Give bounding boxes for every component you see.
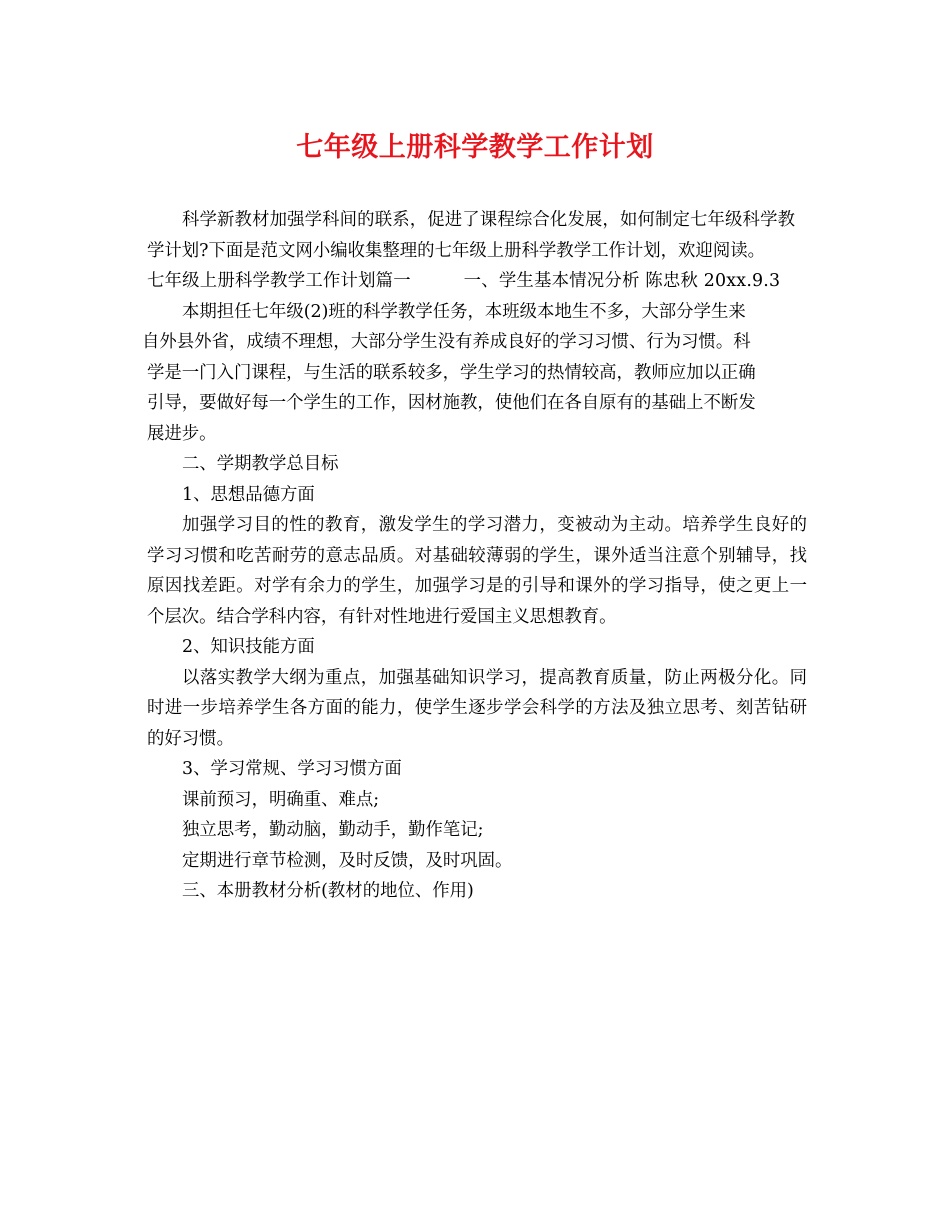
student-analysis-line: 自外县外省，成绩不理想，大部分学生没有养成良好的学习习惯、行为习惯。科 xyxy=(142,332,751,352)
student-analysis-line: 引导，要做好每一个学生的工作，因材施教，使他们在各自原有的基础上不断发 xyxy=(147,393,756,413)
student-analysis-line: 学是一门入门课程，与生活的联系较多，学生学习的热情较高，教师应加以正确 xyxy=(147,362,756,383)
moral-heading: 1、思想品德方面 xyxy=(182,484,315,505)
student-analysis-line: 展进步。 xyxy=(147,423,217,444)
document-title: 七年级上册科学教学工作计划 xyxy=(296,132,654,163)
skills-paragraph: 以落实教学大纲为重点，加强基础知识学习，提高教育质量，防止两极分化。同时进一步培养学生各方面的能力，使学生逐步学会科学的方法及独立思考、刻苦钻研的好习惯。 xyxy=(147,667,807,749)
section-header-line: 七年级上册科学教学工作计划篇一 一、学生基本情况分析 陈忠秋 20xx.9.3 xyxy=(147,271,781,291)
student-analysis-paragraph xyxy=(142,297,807,450)
habits-heading: 3、学习常规、学习习惯方面 xyxy=(182,759,402,779)
skills-heading: 2、知识技能方面 xyxy=(182,637,315,657)
habits-item: 独立思考，勤动脑，勤动手，勤作笔记; xyxy=(182,820,484,840)
habits-item: 课前预习，明确重、难点; xyxy=(182,789,380,810)
textbook-heading: 三、本册教材分析(教材的地位、作用) xyxy=(182,881,474,901)
intro-paragraph: 科学新教材加强学科间的联系，促进了课程综合化发展，如何制定七年级科学教学计划?下面是范文网小编收集整理的七年级上册科学教学工作计划，欢迎阅读。 xyxy=(147,210,795,261)
student-analysis-line: 本期担任七年级(2)班的科学教学任务，本班级本地生不多，大部分学生来 xyxy=(182,301,746,322)
document-body xyxy=(142,205,807,907)
moral-paragraph: 加强学习目的性的教育，激发学生的学习潜力，变被动为主动。培养学生良好的学习习惯和吃苦耐劳的意志品质。对基础较薄弱的学生，课外适当注意个别辅导，找原因找差距。对学有余力的学生，加强学习是的引导和课外的学习指导，使之更上一个层次。结合学科内容，有针对性地进行爱国主义思想教育。 xyxy=(147,515,807,627)
goals-heading: 二、学期教学总目标 xyxy=(182,454,339,474)
habits-item: 定期进行章节检测，及时反馈，及时巩固。 xyxy=(182,850,513,871)
